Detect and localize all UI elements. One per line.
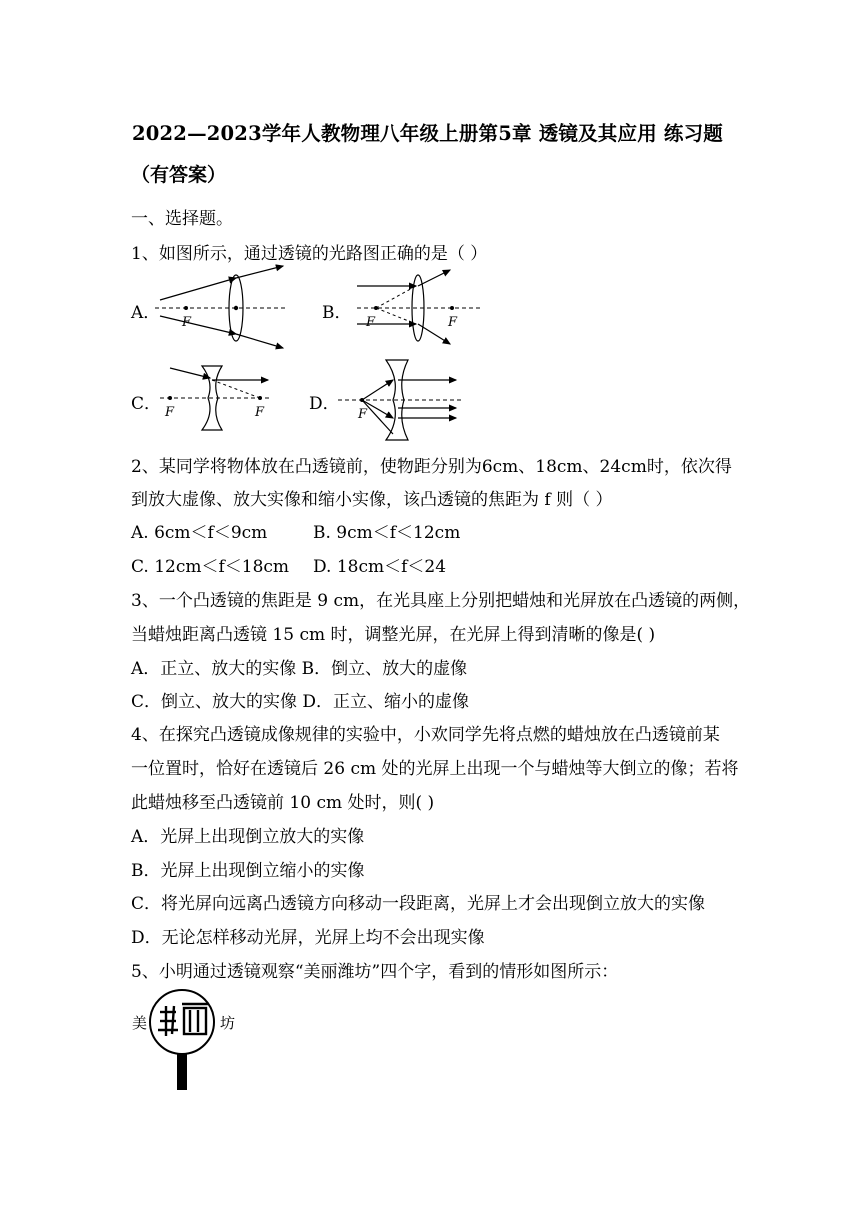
q2-option-c: C. 12cm＜f＜18cm xyxy=(131,557,290,577)
q4-option-a: A．光屏上出现倒立放大的实像 xyxy=(131,827,365,847)
q1-c-focus-right-label: F xyxy=(255,405,265,420)
q5-magnifier-figure xyxy=(128,994,248,1094)
q4-option-d: D．无论怎样移动光屏，光屏上均不会出现实像 xyxy=(131,928,485,948)
q2-stem-line-1: 2、某同学将物体放在凸透镜前，使物距分别为6cm、18cm、24cm时，依次得 xyxy=(131,457,732,477)
q4-option-c: C．将光屏向远离凸透镜方向移动一段距离，光屏上才会出现倒立放大的实像 xyxy=(131,894,706,914)
q5-left-character: 美 xyxy=(132,1014,148,1032)
q1-option-c-label: C． xyxy=(131,394,162,414)
q3-stem-line-2: 当蜡烛距离凸透镜 15 cm 时，调整光屏，在光屏上得到清晰的像是( ) xyxy=(131,625,656,645)
q4-stem-line-2: 一位置时，恰好在透镜后 26 cm 处的光屏上出现一个与蜡烛等大倒立的像；若将 xyxy=(131,759,739,779)
q1-d-focus-label: F xyxy=(358,407,368,422)
q1-diagram-a xyxy=(150,272,290,352)
q5-stem: 5、小明通过透镜观察“美丽潍坊”四个字，看到的情形如图所示： xyxy=(131,962,619,982)
q4-option-b: B．光屏上出现倒立缩小的实像 xyxy=(131,861,365,881)
q3-stem-line-1: 3、一个凸透镜的焦距是 9 cm，在光具座上分别把蜡烛和光屏放在凸透镜的两侧， xyxy=(131,591,751,611)
q4-stem-line-1: 4、在探究凸透镜成像规律的实验中，小欢同学先将点燃的蜡烛放在凸透镜前某 xyxy=(131,725,720,745)
q1-b-focus-right-label: F xyxy=(448,315,458,330)
q1-diagram-d xyxy=(338,356,468,442)
q3-options-row-1: A．正立、放大的实像 B．倒立、放大的虚像 xyxy=(131,659,468,679)
q1-option-a-label: A． xyxy=(131,303,161,323)
q1-diagram-c xyxy=(160,362,280,434)
q1-c-focus-left-label: F xyxy=(165,405,175,420)
q2-option-a: A. 6cm＜f＜9cm xyxy=(131,523,268,543)
q1-diagram-b xyxy=(352,272,482,352)
q4-stem-line-3: 此蜡烛移至凸透镜前 10 cm 处时，则( ) xyxy=(131,793,435,813)
q5-right-character: 坊 xyxy=(220,1014,236,1032)
section-heading: 一、选择题。 xyxy=(131,209,233,229)
q1-a-focus-label: F xyxy=(182,315,192,330)
q2-option-b: B. 9cm＜f＜12cm xyxy=(313,523,461,543)
title-line-2: （有答案） xyxy=(131,164,227,186)
magnifying-glass-icon xyxy=(146,988,222,1092)
q1-b-focus-left-label: F xyxy=(366,315,376,330)
q1-option-b-label: B． xyxy=(322,303,352,323)
q1-stem: 1、如图所示，通过透镜的光路图正确的是（ ） xyxy=(131,244,488,264)
q3-options-row-2: C．倒立、放大的实像 D．正立、缩小的虚像 xyxy=(131,692,470,712)
q2-stem-line-2: 到放大虚像、放大实像和缩小实像，该凸透镜的焦距为 f 则（ ） xyxy=(131,490,613,510)
q2-option-d: D. 18cm＜f＜24 xyxy=(313,557,447,577)
q1-option-d-label: D． xyxy=(309,394,340,414)
title-line-1: 2022—2023学年人教物理八年级上册第5章 透镜及其应用 练习题 xyxy=(132,122,723,145)
